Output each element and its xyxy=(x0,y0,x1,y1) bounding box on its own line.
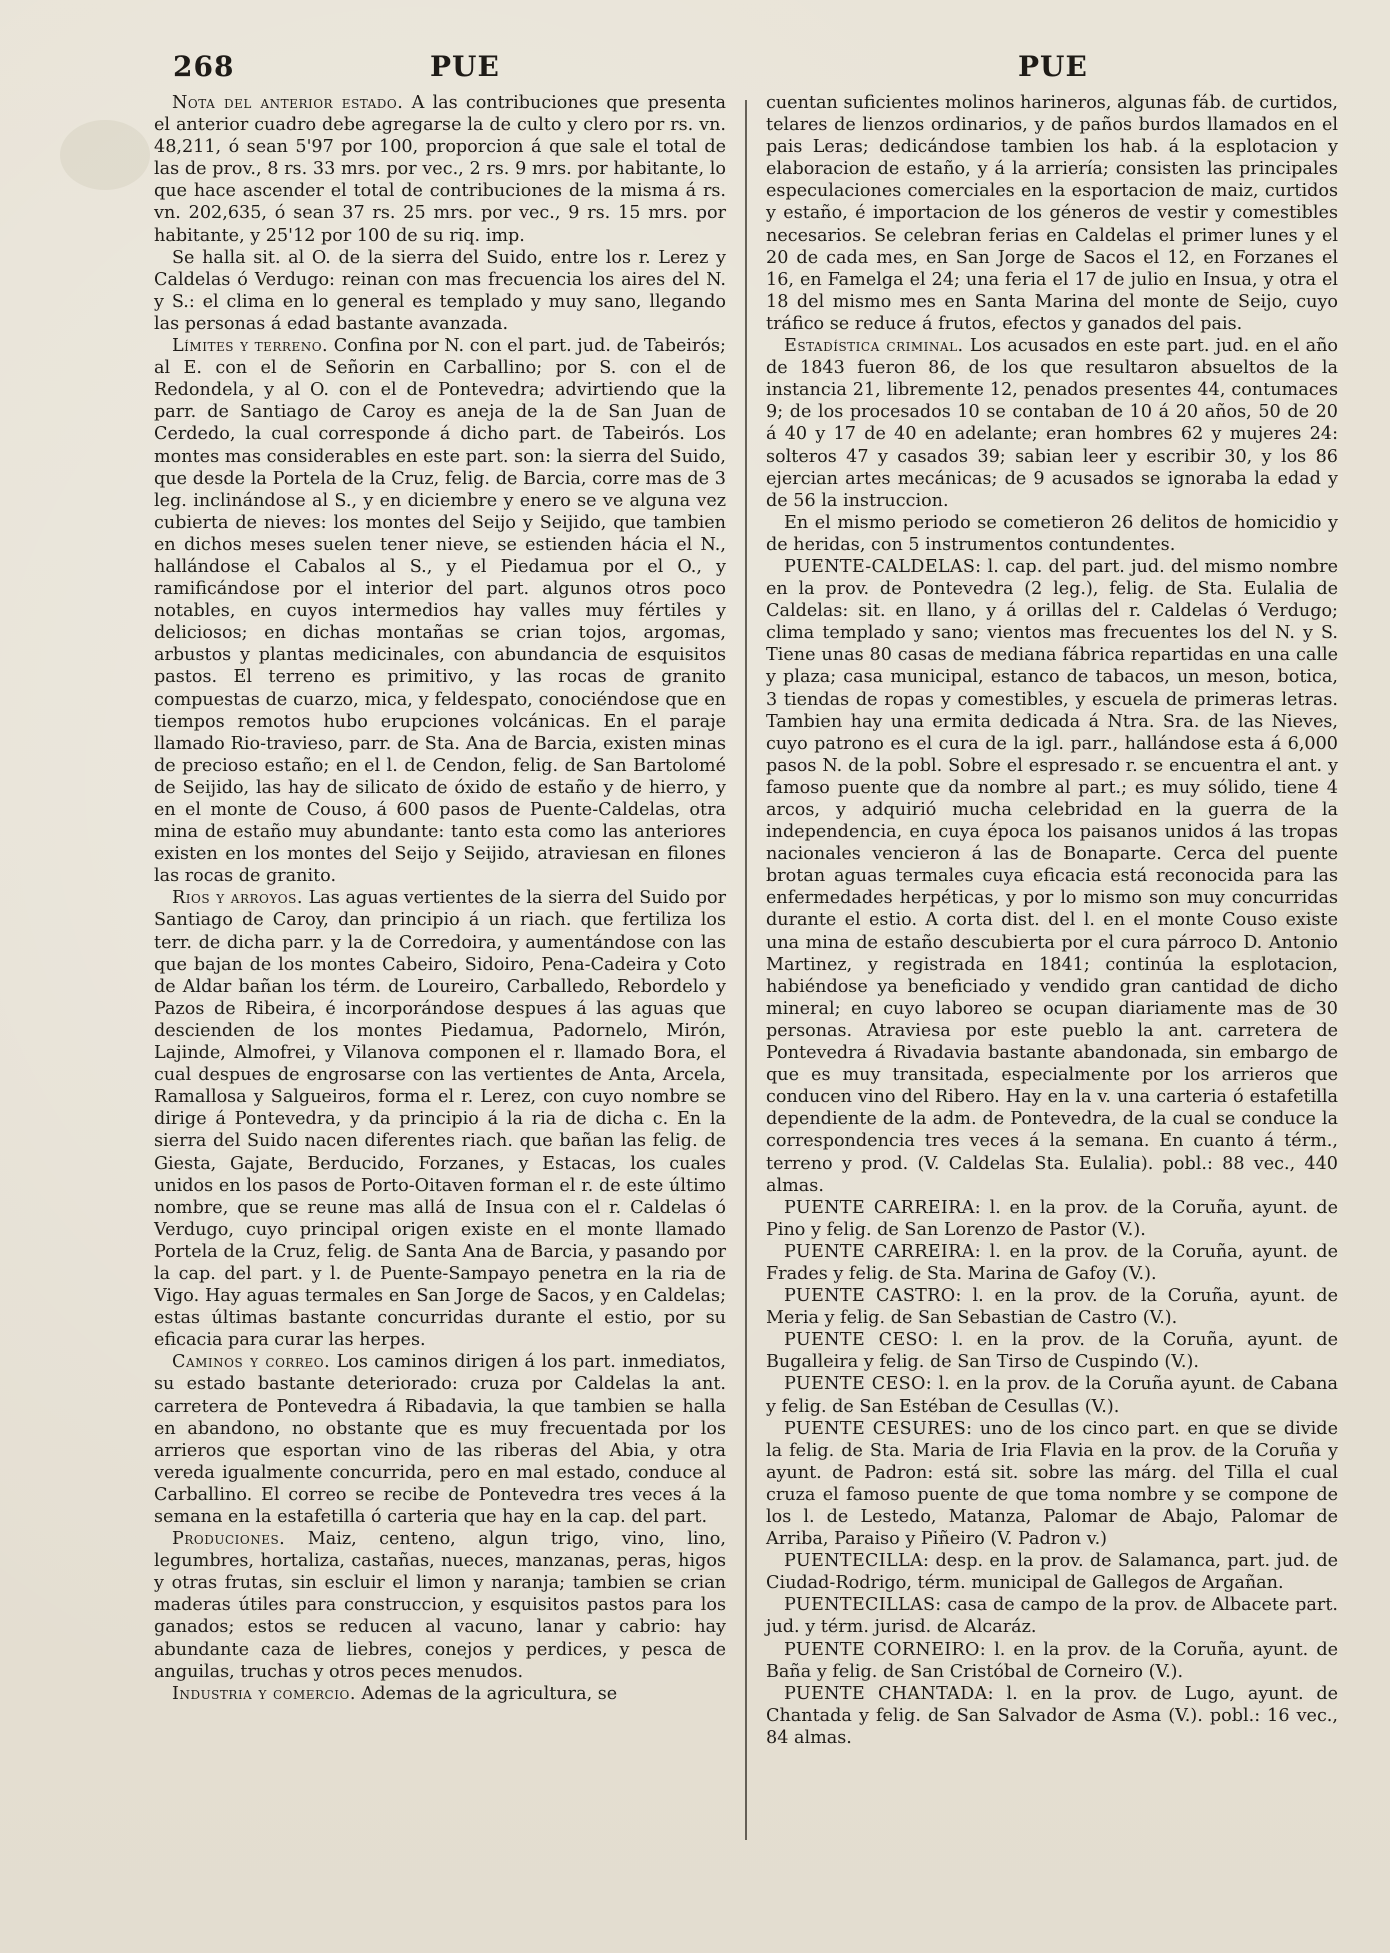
paragraph-text: Maiz, centeno, algun trigo, vino, lino, legumbres, hortaliza, castañas, nueces, manzanas, peras, higos y otras frutas, sin escluir el limon y naranja; tambien se crian maderas útiles para construccion, y esquisitos pastos para los ganados; estos se reducen al vacuno, lanar y cabrio: hay abundante caza de liebres, conejos y perdices, y pesca de anguilas, truchas y otros peces menudos. xyxy=(154,1529,726,1682)
paragraph xyxy=(154,1351,726,1528)
paragraph-lead: PUENTE CASTRO: xyxy=(784,1286,962,1307)
paragraph xyxy=(154,92,726,247)
paragraph xyxy=(154,1528,726,1683)
paragraph-text: l. en la prov. de la Coruña, ayunt. de Meria y felig. de San Sebastian de Castro (V.). xyxy=(766,1286,1338,1329)
paragraph-lead: Industria y comercio. xyxy=(172,1683,356,1704)
paragraph xyxy=(154,1683,726,1705)
paragraph xyxy=(766,92,1338,335)
paragraph-lead: Límites y terreno. xyxy=(172,336,329,357)
paragraph-text: l. en la prov. de la Coruña, ayunt. de Bugalleira y felig. de San Tirso de Cuspindo (V.). xyxy=(766,1330,1338,1373)
paragraph xyxy=(766,1285,1338,1329)
paragraph-text: En el mismo periodo se cometieron 26 delitos de homicidio y de heridas, con 5 instrumentos contundentes. xyxy=(766,512,1338,555)
paragraph-lead: PUENTE CORNEIRO: xyxy=(784,1639,986,1660)
paragraph-text: l. en la prov. de Lugo, ayunt. de Chantada y felig. de San Salvador de Asma (V.). pobl.: 16 vec., 84 almas. xyxy=(766,1683,1339,1748)
paragraph xyxy=(154,247,726,335)
paragraph-lead: PUENTE CESURES: xyxy=(784,1418,973,1439)
running-head-right: PUE xyxy=(1018,50,1088,83)
column-divider xyxy=(745,100,747,1840)
paragraph-lead: PUENTECILLA: xyxy=(784,1551,930,1572)
paragraph xyxy=(766,1197,1338,1241)
paragraph xyxy=(154,335,726,887)
paragraph-text: A las contribuciones que presenta el anterior cuadro debe agregarse la de culto y clero por rs. vn. 48,211, ó sean 5'97 por 100, proporcion á que sale el total de las de prov., 8 rs. 33 mrs. por vec., 2 rs. 9 mrs. por habitante, lo que hace ascender el total de contribuciones de la misma á rs. vn. 202,635, ó sean 37 rs. 25 mrs. por vec., 9 rs. 15 mrs. por habitante, y 25'12 por 100 de su riq. imp. xyxy=(154,93,727,246)
paragraph xyxy=(766,556,1338,1197)
paragraph-lead: PUENTE CESO: xyxy=(784,1330,939,1351)
paragraph-lead: PUENTE CARREIRA: xyxy=(784,1241,981,1262)
paragraph xyxy=(766,1373,1338,1417)
paragraph-text: l. en la prov. de la Coruña, ayunt. de Baña y felig. de San Cristóbal de Corneiro (V.). xyxy=(766,1639,1338,1682)
paragraph-text: casa de campo de la prov. de Albacete part. jud. y térm. jurisd. de Alcaráz. xyxy=(766,1595,1338,1638)
page-number: 268 xyxy=(173,50,235,83)
paragraph xyxy=(766,1683,1338,1749)
right-text-column xyxy=(766,92,1338,1749)
paragraph-text: Los caminos dirigen á los part. inmediatos, su estado bastante deteriorado: cruza por Caldelas la ant. carretera de Pontevedra á Ribadavia, la que tambien se halla en abandono, no obstante que es muy frecuentada por los arrieros que esportan vino de las riberas del Abia, y otra vereda igualmente concurrida, pero en mal estado, conduce al Carballino. El correo se recibe de Pontevedra tres veces á la semana en la estafetilla ó carteria que hay en la cap. del part. xyxy=(154,1352,726,1527)
paragraph xyxy=(154,887,726,1351)
paragraph-text: Ademas de la agricultura, se xyxy=(355,1683,618,1704)
paragraph xyxy=(766,1550,1338,1594)
paragraph-lead: PUENTE CARREIRA: xyxy=(784,1197,981,1218)
paragraph-text: Confina por N. con el part. jud. de Tabeirós; al E. con el de Señorin en Carballino; por S. con el de Redondela, y al O. con el de Pontevedra; advirtiendo que la parr. de Santiago de Caroy es aneja de la de San Juan de Cerdedo, la cual corresponde á dicho part. de Tabeirós. Los montes mas considerables en este part. son: la sierra del Suido, que desde la Portela de la Cruz, felig. de Barcia, corre mas de 3 leg. inclinándose al S., y en diciembre y enero se ve alguna vez cubierta de nieves: los montes del Seijo y Seijido, que tambien en dichos meses suelen tener nieve, se estienden hácia el N., hallándose el Cabalos al S., y el Piedamua por el O., y ramificándose por el interior del part. algunos otros poco notables, en cuyos intermedios hay valles muy fértiles y deliciosos; en dichas montañas se crian tojos, argomas, arbustos y plantas medicinales, con abundancia de esquisitos pastos. El terreno es primitivo, y las rocas de granito compuestas de cuarzo, mica, y feldespato, conociéndose que en tiempos remotos hubo erupciones volcánicas. En el paraje llamado Rio-travieso, parr. de Sta. Ana de Barcia, existen minas de precioso estaño; en el l. de Cendon, felig. de San Bartolomé de Seijido, las hay de silicato de óxido de estaño y de hierro, y en el monte de Couso, á 600 pasos de Puente-Caldelas, otra mina de estaño muy abundante: tanto esta como las anteriores existen en los montes del Seijo y Seijido, atraviesan en filones las rocas de granito. xyxy=(154,336,726,887)
paragraph xyxy=(766,1594,1338,1638)
paragraph-lead: Rios y arroyos. xyxy=(172,888,303,909)
paragraph-lead: PUENTECILLAS: xyxy=(784,1595,942,1616)
paragraph xyxy=(766,335,1338,512)
paragraph-text: desp. en la prov. de Salamanca, part. jud. de Ciudad-Rodrigo, térm. municipal de Gallegos de Argañan. xyxy=(766,1551,1338,1594)
paragraph-text: l. cap. del part. jud. del mismo nombre en la prov. de Pontevedra (2 leg.), felig. de Sta. Eulalia de Caldelas: sit. en llano, y á orillas del r. Caldelas ó Verdugo; clima templado y sano; vientos mas frecuentes los del N. y S. Tiene unas 80 casas de mediana fábrica repartidas en una calle y plaza; casa municipal, estanco de tabacos, un meson, botica, 3 tiendas de ropas y comestibles, y escuela de primeras letras. Tambien hay una ermita dedicada á Ntra. Sra. de las Nieves, cuyo patrono es el cura de la igl. parr., hallándose esta á 6,000 pasos N. de la pobl. Sobre el espresado r. se encuentra el ant. y famoso puente que da nombre al part.; es muy sólido, tiene 4 arcos, y adquirió mucha celebridad en la guerra de la independencia, en cuya época los paisanos unidos á las tropas nacionales vencieron á las de Bonaparte. Cerca del puente brotan aguas termales cuya eficacia está reconocida para las enfermedades herpéticas, y por lo mismo son muy concurridas durante el estio. A corta dist. del l. en el monte Couso existe una mina de estaño descubierta por el cura párroco D. Antonio Martinez, y registrada en 1841; continúa la esplotacion, habiéndose ya beneficiado y vendido gran cantidad de dicho mineral; en cuyo laboreo se ocupan diariamente mas de 30 personas. Atraviesa por este pueblo la ant. carretera de Pontevedra á Rivadavia bastante abandonada, sin embargo de que es muy transitada, especialmente por los arrieros que conducen vino del Ribero. Hay en la v. una carteria ó estafetilla dependiente de la adm. de Pontevedra, de la cual se conduce la correspondencia tres veces á la semana. En cuanto á térm., terreno y prod. (V. Caldelas Sta. Eulalia). pobl.: 88 vec., 440 almas. xyxy=(766,556,1338,1196)
paragraph-lead: Produciones. xyxy=(172,1529,286,1550)
paper-stain xyxy=(60,120,150,190)
paragraph-text: Las aguas vertientes de la sierra del Suido por Santiago de Caroy, dan principio á un riach. que fertiliza los terr. de dicha parr. y la de Corredoira, y aumentándose con las que bajan de los montes Cabeiro, Sidoiro, Pena-Cadeira y Coto de Aldar bañan los térm. de Loureiro, Carballedo, Rebordelo y Pazos de Ribeira, é incorporándose despues á las aguas que descienden de los montes Piedamua, Padornelo, Mirón, Lajinde, Almofrei, y Vilanova componen el r. llamado Bora, el cual despues de engrosarse con las vertientes de Anta, Arcela, Ramallosa y Salgueiros, forma el r. Lerez, con cuyo nombre se dirige á Pontevedra, y da principio á la ria de dicha c. En la sierra del Suido nacen diferentes riach. que bañan las felig. de Giesta, Gajate, Berducido, Forzanes, y Estacas, los cuales unidos en los pasos de Porto-Oitaven forman el r. de este último nombre, que se reune mas allá de Insua con el r. Caldelas ó Verdugo, cuyo principal origen existe en el monte llamado Portela de la Cruz, felig. de Santa Ana de Barcia, y pasando por la cap. del part. y l. de Puente-Sampayo penetra en la ria de Vigo. Hay aguas termales en San Jorge de Sacos, y en Caldelas; estas últimas bastante concurridas durante el estio, por su eficacia para curar las herpes. xyxy=(154,888,726,1351)
paragraph-text: Se halla sit. al O. de la sierra del Suido, entre los r. Lerez y Caldelas ó Verdugo: reinan con mas frecuencia los aires del N. y S.: el clima en lo general es templado y muy sano, llegando las personas á edad bastante avanzada. xyxy=(154,247,726,334)
running-head-left: PUE xyxy=(430,50,500,83)
paragraph-lead: PUENTE CHANTADA: xyxy=(784,1683,994,1704)
paragraph xyxy=(766,1639,1338,1683)
paragraph-text: l. en la prov. de la Coruña, ayunt. de Pino y felig. de San Lorenzo de Pastor (V.). xyxy=(766,1197,1338,1240)
paragraph-text: cuentan suficientes molinos harineros, algunas fáb. de curtidos, telares de lienzos ordinarios, y de paños burdos llamados en el pais Leras; dedicándose tambien los hab. á la esplotacion y elaboracion de estaño, y á la arriería; consisten las principales especulaciones comerciales en la esportacion de maiz, curtidos y estaño, é importacion de los géneros de vestir y comestibles necesarios. Se celebran ferias en Caldelas el primer lunes y el 20 de cada mes, en San Jorge de Sacos el 12, en Forzanes el 16, en Famelga el 24; una feria el 17 de julio en Insua, y otra el 18 del mismo mes en Santa Marina del monte de Seijo, cuyo tráfico se reduce á frutos, efectos y ganados del pais. xyxy=(766,93,1338,334)
paragraph-text: Los acusados en este part. jud. en el año de 1843 fueron 86, de los que resultaron absueltos de la instancia 21, libremente 12, penados presentes 44, contumaces 9; de los procesados 10 se contaban de 10 á 20 años, 50 de 20 á 40 y 17 de 40 en adelante; eran hombres 62 y mujeres 24: solteros 47 y casados 39; sabian leer y escribir 30, y los 86 ejercian artes mecánicas; de 9 acusados se ignoraba la edad y de 56 la instruccion. xyxy=(766,336,1338,511)
paragraph-lead: Nota del anterior estado. xyxy=(172,93,404,113)
paragraph-lead: Estadística criminal. xyxy=(784,336,964,357)
paragraph xyxy=(766,1241,1338,1285)
paragraph-text: l. en la prov. de la Coruña ayunt. de Cabana y felig. de San Estéban de Cesullas (V.). xyxy=(766,1374,1338,1417)
paragraph-lead: PUENTE-CALDELAS: xyxy=(784,556,982,577)
paragraph-text: l. en la prov. de la Coruña, ayunt. de Frades y felig. de Sta. Marina de Gafoy (V.). xyxy=(766,1241,1338,1284)
paragraph-lead: PUENTE CESO: xyxy=(784,1374,932,1395)
paragraph-text: uno de los cinco part. en que se divide la felig. de Sta. Maria de Iria Flavia en la prov. de la Coruña y ayunt. de Padron: está sit. sobre las márg. del Tilla el cual cruza el famoso puente de que toma nombre y se compone de los l. de Lestedo, Matanza, Palomar de Abajo, Palomar de Arriba, Paraiso y Piñeiro (V. Padron v.) xyxy=(766,1418,1338,1550)
left-text-column xyxy=(154,92,726,1705)
paragraph-lead: Caminos y correo. xyxy=(172,1352,331,1373)
paragraph xyxy=(766,1329,1338,1373)
paragraph xyxy=(766,512,1338,556)
paragraph xyxy=(766,1418,1338,1551)
